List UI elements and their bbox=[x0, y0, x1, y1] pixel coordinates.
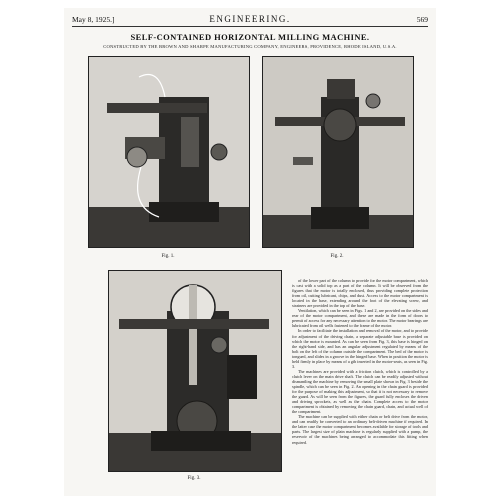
article-byline: CONSTRUCTED BY THE BROWN AND SHARPE MANUFACTURING COMPANY, ENGINEERS, PROVIDENCE, RHODE ISLAND, U.S.A. bbox=[103, 44, 397, 49]
article-title: SELF-CONTAINED HORIZONTAL MILLING MACHINE. bbox=[130, 32, 370, 42]
body-paragraph: Ventilation, which can be seen in Figs. 1 and 2, are provided on the sides and rear of the motor compartment, and these are made in the form of doors to permit of access for any necessary attention to the motor. The motor bearings are lubricated from oil wells fastened to the frame of the motor. bbox=[292, 308, 428, 329]
journal-title: ENGINEERING. bbox=[209, 14, 291, 24]
issue-date: May 8, 1925.] bbox=[72, 15, 115, 24]
figure-2-caption: Fig. 2. bbox=[330, 254, 344, 259]
body-paragraph: The machine can be supplied with either chain or belt drive from the motor, and can readily be converted to an ordinary belt-driven machine if required. In the latter case the motor compartment becomes available for storage of tools and parts. The largest size of plain machine is regularly supplied with a pump, the reservoir of the machines being arranged to accommodate this fitting when required. bbox=[292, 414, 428, 445]
figure-1-photo bbox=[88, 56, 250, 248]
journal-page bbox=[64, 8, 436, 496]
body-paragraph: of the lower part of the column to provide for the motor compartment, which is cast with a solid top as a part of the column. It will be observed from the figures that the motor is totally enclosed, thus providing complete protection from oil, cutting lubricant, chips, and dust. Access to the motor compartment is located in the base, extending around the foot of the elevating screw, and strainers are provided in the top of the base. bbox=[292, 278, 428, 309]
running-header bbox=[72, 12, 428, 27]
article-body-column bbox=[292, 278, 428, 488]
figure-3-caption: Fig. 3. bbox=[187, 476, 201, 481]
page-number: 569 bbox=[416, 15, 428, 24]
body-paragraph: In order to facilitate the installation and removal of the motor, and to provide for adjustment of the driving chain, a separate adjustable base is provided on which the motor is mounted. As can be seen from Fig. 3, this base is hinged on the right-hand side, and has an angular adjustment regulated by means of the bolt on the left of the column outside the compartment. The bed of the motor is tongued, and slides in a groove in the hinged base. When in position the motor is held firmly in place by means of a gib inserted in the motor-seats, as seen in Fig. 3. bbox=[292, 328, 428, 369]
body-paragraph: The machines are provided with a friction clutch, which is controlled by a clutch lever on the main drive shaft. The clutch can be readily adjusted without dismantling the machine by removing the small plate shown in Fig. 3 beside the spindle, which can be seen in Fig. 2. An opening in the chain guard is provided for the purpose of making this adjustment, so that it is not necessary to remove the guard. As will be seen from the figures, the guard fully encloses the driven and driving sprockets, as well as the chain. Complete access to the motor compartment is obtained by removing the chain guard, chain, and actual well of the compartment. bbox=[292, 368, 428, 415]
figure-3-photo bbox=[108, 270, 282, 472]
figure-1-caption: Fig. 1. bbox=[161, 254, 175, 259]
figure-2-photo bbox=[262, 56, 414, 248]
